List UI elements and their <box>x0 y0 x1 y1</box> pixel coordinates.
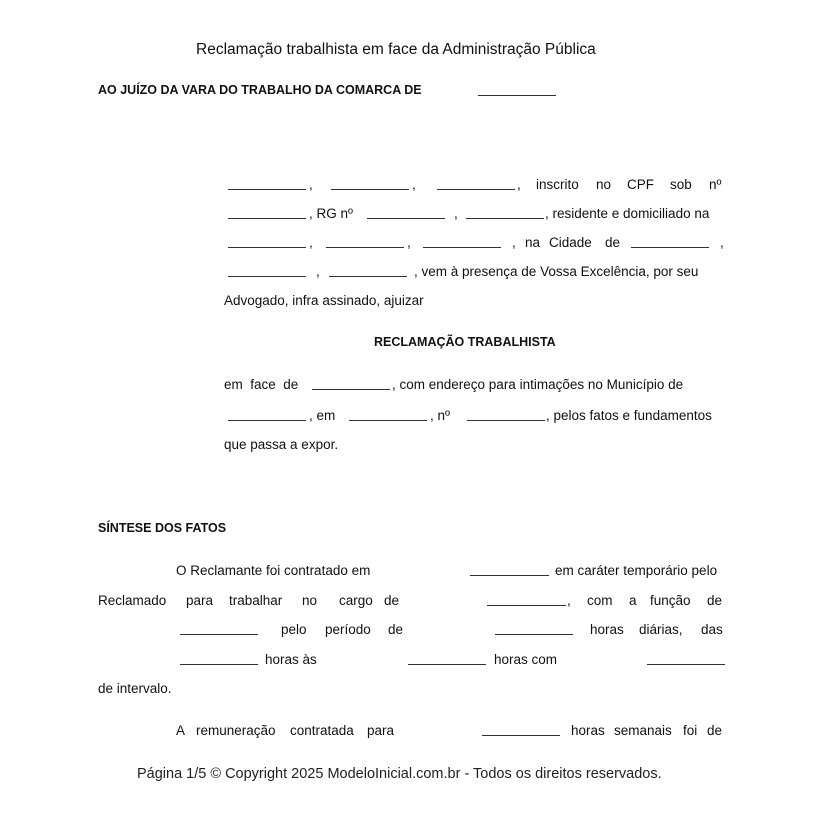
document-title: Reclamação trabalhista em face da Administração Pública <box>196 41 596 58</box>
text: , <box>316 264 320 279</box>
action-title: RECLAMAÇÃO TRABALHISTA <box>374 335 556 349</box>
section-title: SÍNTESE DOS FATOS <box>98 521 227 535</box>
text: horas <box>571 723 605 738</box>
start-time-blank[interactable] <box>180 664 258 665</box>
text: com <box>587 593 613 608</box>
text: , vem à presença de Vossa Excelência, por seu <box>414 264 699 279</box>
text: das <box>701 622 723 637</box>
municipality-blank[interactable] <box>228 420 306 421</box>
rg-blank[interactable] <box>367 218 445 219</box>
cpf-blank[interactable] <box>228 218 306 219</box>
text: , <box>567 593 571 608</box>
end-time-blank[interactable] <box>408 664 486 665</box>
email-blank[interactable] <box>466 218 544 219</box>
text: de <box>605 235 621 250</box>
hire-date-blank[interactable] <box>470 575 549 576</box>
text: , <box>454 206 458 221</box>
text: semanais <box>614 723 672 738</box>
name-blank[interactable] <box>228 189 306 190</box>
text: para <box>367 723 395 738</box>
text: de intervalo. <box>98 681 172 696</box>
text: , pelos fatos e fundamentos <box>546 408 712 423</box>
text: no <box>302 593 318 608</box>
text: , em <box>309 408 336 423</box>
text: horas com <box>494 652 558 667</box>
text: sob <box>670 177 692 192</box>
text: , nº <box>430 408 450 423</box>
text: CPF <box>627 177 654 192</box>
text: período <box>325 622 371 637</box>
text: cargo <box>339 593 373 608</box>
text: que passa a expor. <box>224 437 339 452</box>
text: trabalhar <box>229 593 283 608</box>
text: Reclamado <box>98 593 167 608</box>
text: na <box>525 235 541 250</box>
comarca-blank[interactable] <box>478 95 556 96</box>
text: de <box>707 723 723 738</box>
text: , <box>512 235 516 250</box>
text: , residente e domiciliado na <box>545 206 710 221</box>
text: para <box>186 593 214 608</box>
text: horas às <box>265 652 317 667</box>
address-blank[interactable] <box>349 420 427 421</box>
text: de <box>384 593 400 608</box>
function-blank[interactable] <box>180 634 258 635</box>
state-blank[interactable] <box>228 276 306 277</box>
weekly-hours-blank[interactable] <box>482 735 560 736</box>
text: , <box>720 235 724 250</box>
number-blank[interactable] <box>326 247 404 248</box>
cep-blank[interactable] <box>329 276 407 277</box>
address-number-blank[interactable] <box>467 420 545 421</box>
text: em face de <box>224 377 299 392</box>
text: a <box>629 593 637 608</box>
break-blank[interactable] <box>647 664 725 665</box>
addressee-heading: AO JUÍZO DA VARA DO TRABALHO DA COMARCA DE <box>98 83 422 97</box>
marital-status-blank[interactable] <box>437 189 515 190</box>
text: , com endereço para intimações no Município de <box>392 377 684 392</box>
text: função <box>650 593 691 608</box>
text: diárias, <box>639 622 683 637</box>
position-blank[interactable] <box>487 605 566 606</box>
text: O Reclamante foi contratado em <box>176 563 371 578</box>
nationality-blank[interactable] <box>331 189 409 190</box>
text: horas <box>590 622 624 637</box>
text: Cidade <box>549 235 592 250</box>
text: , <box>407 235 411 250</box>
text: contratada <box>290 723 354 738</box>
text: remuneração <box>196 723 276 738</box>
text: nº <box>709 177 722 192</box>
text: , <box>412 177 416 192</box>
text: Advogado, infra assinado, ajuizar <box>224 293 424 308</box>
text: pelo <box>281 622 307 637</box>
street-blank[interactable] <box>228 247 306 248</box>
text: , <box>309 235 313 250</box>
text: de <box>388 622 404 637</box>
city-blank[interactable] <box>631 247 709 248</box>
text: em caráter temporário pelo <box>555 563 718 578</box>
text: inscrito <box>536 177 579 192</box>
text: de <box>707 593 723 608</box>
text: , <box>309 177 313 192</box>
text: no <box>596 177 612 192</box>
daily-hours-blank[interactable] <box>495 634 573 635</box>
district-blank[interactable] <box>423 247 501 248</box>
text: foi <box>683 723 698 738</box>
text: A <box>176 723 186 738</box>
defendant-blank[interactable] <box>312 389 390 390</box>
text: , RG nº <box>309 206 353 221</box>
text: , <box>517 177 521 192</box>
page-footer: Página 1/5 © Copyright 2025 ModeloInicial.com.br - Todos os direitos reservados. <box>137 766 662 782</box>
